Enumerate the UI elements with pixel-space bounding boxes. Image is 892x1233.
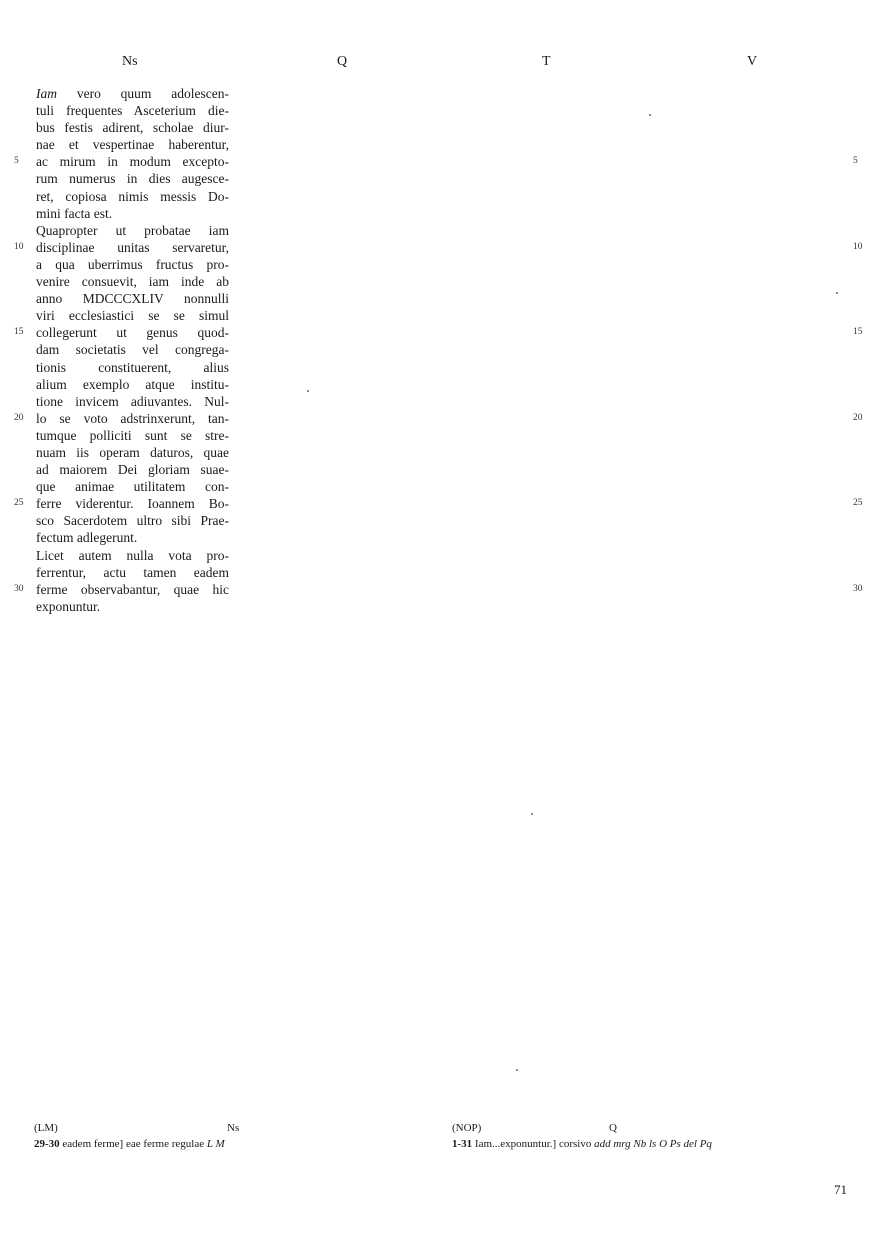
scan-speck	[307, 390, 309, 392]
text-line: tumque polliciti sunt se stre-	[36, 427, 229, 443]
text-line: ret, copiosa nimis messis Do-	[36, 188, 229, 204]
text-line: rum numerus in dies augesce-	[36, 171, 229, 187]
text-line: ferre viderentur. Ioannem Bo-	[36, 496, 229, 512]
apparatus-note: add mrg Nb ls O Ps del Pq	[594, 1138, 712, 1150]
apparatus-lemma: Iam...exponuntur.]	[474, 1138, 557, 1150]
text-line: mini facta est.	[36, 205, 113, 221]
apparatus-siglum: Q	[609, 1122, 617, 1134]
line-number: 15	[14, 327, 24, 337]
text-line: bus festis adirent, scholae diur-	[36, 120, 229, 136]
column-header-ns: Ns	[122, 54, 138, 69]
text-line: ac mirum in modum excepto-	[36, 154, 229, 170]
text-line: lo se voto adstrinxerunt, tan-	[36, 410, 229, 426]
line-number: 30	[853, 584, 863, 594]
text-line: alium exemplo atque institu-	[36, 376, 229, 392]
text-line: ad maiorem Dei gloriam suae-	[36, 462, 229, 478]
text-line: disciplinae unitas servaretur,	[36, 239, 229, 255]
scan-speck	[836, 292, 838, 294]
text-line: Iam vero quum adolescen-	[36, 86, 229, 101]
text-line: Quapropter ut probatae iam	[36, 222, 229, 238]
text-line: a qua uberrimus fructus pro-	[36, 256, 229, 272]
apparatus-header: (NOP)	[452, 1122, 482, 1134]
line-number: 20	[853, 413, 863, 423]
text-line: tuli frequentes Asceterium die-	[36, 103, 229, 119]
text-line: ferme observabantur, quae hic	[36, 581, 229, 597]
text-line: ferrentur, actu tamen eadem	[36, 564, 229, 580]
line-number: 30	[14, 584, 24, 594]
apparatus-ref: 1-31	[452, 1138, 473, 1150]
column-header-q: Q	[337, 54, 348, 69]
initial-word: Iam	[36, 86, 57, 101]
apparatus-witnesses: L M	[206, 1138, 225, 1150]
column-header-v: V	[747, 54, 758, 69]
latin-text-column	[36, 85, 229, 615]
apparatus-entry	[34, 1138, 414, 1150]
text-line: nuam iis operam daturos, quae	[36, 444, 229, 460]
line-number: 25	[14, 498, 24, 508]
line-number: 5	[853, 156, 858, 166]
page-number: 71	[834, 1182, 847, 1197]
apparatus-ref: 29-30	[34, 1138, 60, 1150]
text-line: tione invicem adiuvantes. Nul-	[36, 393, 229, 409]
apparatus-header: (LM)	[34, 1122, 58, 1134]
line-number: 20	[14, 413, 24, 423]
text-line: sco Sacerdotem ultro sibi Prae-	[36, 513, 229, 529]
apparatus-entry	[452, 1138, 872, 1150]
line-number: 15	[853, 327, 863, 337]
text-line: anno MDCCCXLIV nonnulli	[36, 291, 229, 307]
text-line: que animae utilitatem con-	[36, 479, 229, 495]
line-number: 10	[853, 242, 863, 252]
text-line: collegerunt ut genus quod-	[36, 325, 229, 341]
text-line: tionis constituerent, alius	[36, 359, 229, 375]
text-line: Licet autem nulla vota pro-	[36, 547, 229, 563]
text-line: fectum adlegerunt.	[36, 530, 138, 546]
text-line: nae et vespertinae haberentur,	[36, 137, 229, 153]
line-number: 25	[853, 498, 863, 508]
text-line: exponuntur.	[36, 598, 101, 614]
apparatus-siglum: Ns	[227, 1122, 240, 1134]
text-line: dam societatis vel congrega-	[36, 342, 229, 358]
scan-speck	[649, 114, 651, 116]
scan-speck	[516, 1069, 518, 1071]
apparatus-reading: corsivo	[558, 1138, 592, 1150]
apparatus-right	[452, 1122, 872, 1150]
apparatus-reading: eae ferme regulae	[125, 1138, 205, 1150]
apparatus-lemma: eadem ferme]	[62, 1138, 124, 1150]
text-line: venire consuevit, iam inde ab	[36, 274, 229, 290]
apparatus-left	[34, 1122, 414, 1150]
column-header-t: T	[542, 54, 551, 69]
line-number: 5	[14, 156, 19, 166]
line-number: 10	[14, 242, 24, 252]
text-line: viri ecclesiastici se se simul	[36, 308, 229, 324]
scan-speck	[531, 813, 533, 815]
